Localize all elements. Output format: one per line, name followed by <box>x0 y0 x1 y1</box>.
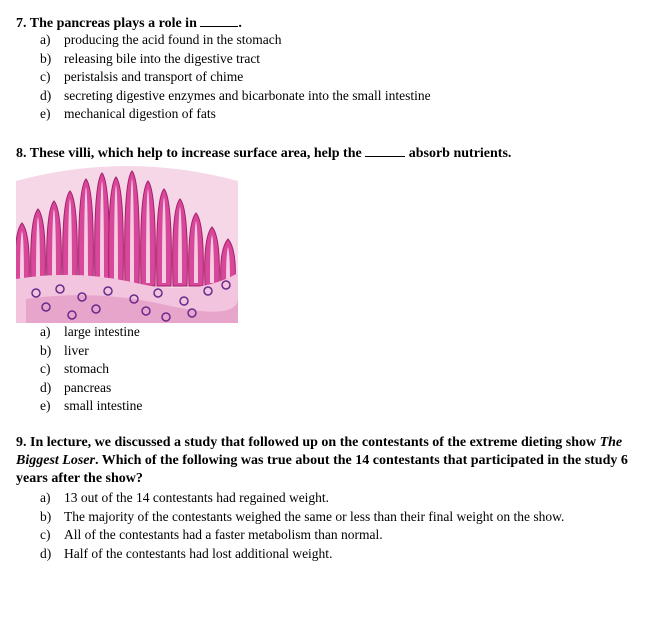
answer-blank <box>200 14 238 27</box>
villi-micrograph-image <box>16 161 238 323</box>
q9-option-b[interactable]: b) The majority of the contestants weighed the same or less than their final weight on the show. <box>40 508 565 524</box>
q7-option-d[interactable]: d) secreting digestive enzymes and bicarbonate into the small intestine <box>40 87 431 103</box>
show-title: The Biggest Loser <box>16 435 623 468</box>
q7-option-c[interactable]: c) peristalsis and transport of chime <box>40 69 244 84</box>
question-7-options <box>40 31 431 124</box>
question-8-stem: 8. These villi, which help to increase surface area, help the absorb nutrients. <box>16 146 512 161</box>
q9-option-d[interactable]: d) Half of the contestants had lost additional weight. <box>40 545 333 561</box>
q9-option-a[interactable]: a) 13 out of the 14 contestants had regained weight. <box>40 490 330 505</box>
q8-option-c[interactable]: c) stomach <box>40 361 109 376</box>
q9-option-c[interactable]: c) All of the contestants had a faster metabolism than normal. <box>40 527 383 542</box>
q7-option-a[interactable]: a) producing the acid found in the stomach <box>40 32 282 47</box>
q8-option-a[interactable]: a) large intestine <box>40 324 140 339</box>
question-9-options <box>40 489 620 563</box>
answer-blank <box>365 144 405 157</box>
q8-option-e[interactable]: e) small intestine <box>40 398 143 413</box>
q8-option-b[interactable]: b) liver <box>40 342 89 358</box>
question-9-stem: 9. In lecture, we discussed a study that followed up on the contestants of the extreme dieting show The Biggest Loser. Which of the following was true about the 14 contestants that participated in the study 6 years after the show? <box>16 435 628 486</box>
question-8-options <box>40 323 142 416</box>
q8-option-d[interactable]: d) pancreas <box>40 379 112 395</box>
q7-stem-text: 7. The pancreas plays a role in <box>16 16 197 31</box>
q7-option-b[interactable]: b) releasing bile into the digestive tract <box>40 50 261 66</box>
q7-option-e[interactable]: e) mechanical digestion of fats <box>40 106 216 121</box>
question-7-stem: 7. The pancreas plays a role in . <box>16 16 242 31</box>
